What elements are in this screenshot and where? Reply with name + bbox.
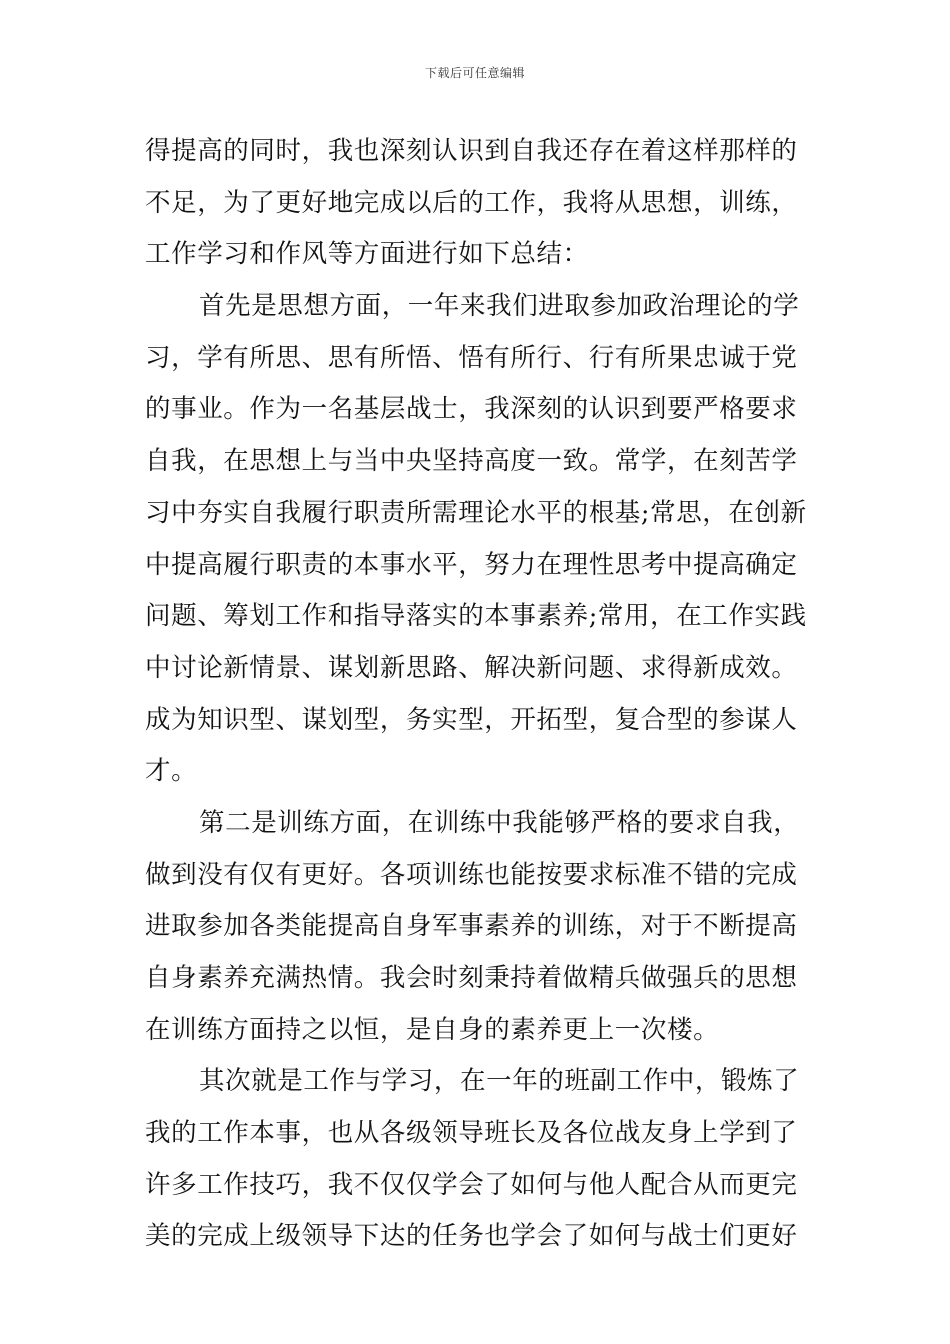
page-header-note: 下载后可任意编辑 [424,66,525,80]
document-body [145,126,810,1263]
text-line: 我的工作本事，也从各级领导班长及各位战友身上学到了 [145,1118,798,1149]
paragraph-first-line: 首先是思想方面，一年来我们进取参加政治理论的学 [199,291,800,322]
text-line: 才。 [145,756,198,787]
paragraph-first-line: 其次就是工作与学习，在一年的班副工作中，锻炼了 [199,1066,800,1097]
text-line: 工作学习和作风等方面进行如下总结： [145,239,589,270]
text-line: 得提高的同时，我也深刻认识到自我还存在着这样那样的 [145,136,798,166]
text-line: 问题、筹划工作和指导落实的本事素养;常用，在工作实践 [145,601,807,632]
text-line: 自身素养充满热情。我会时刻秉持着做精兵做强兵的思想 [145,963,798,993]
text-line: 在训练方面持之以恒，是自身的素养更上一次楼。 [145,1014,720,1045]
text-line: 的事业。作为一名基层战士，我深刻的认识到要严格要求 [145,394,798,425]
text-line: 做到没有仅有更好。各项训练也能按要求标准不错的完成 [145,859,798,890]
text-line: 不足，为了更好地完成以后的工作，我将从思想，训练， [145,187,798,218]
text-line: 进取参加各类能提高自身军事素养的训练，对于不断提高 [145,911,798,942]
text-line: 中提高履行职责的本事水平，努力在理性思考中提高确定 [145,549,798,580]
text-line: 习，学有所思、思有所悟、悟有所行、行有所果忠诚于党 [145,342,798,373]
text-line: 自我，在思想上与当中央坚持高度一致。常学，在刻苦学 [145,446,798,477]
text-line: 习中夯实自我履行职责所需理论水平的根基;常思，在创新 [145,497,807,528]
text-line: 美的完成上级领导下达的任务也学会了如何与战士们更好 [145,1221,798,1252]
text-line: 成为知识型、谋划型，务实型，开拓型，复合型的参谋人 [145,704,798,735]
text-line: 中讨论新情景、谋划新思路、解决新问题、求得新成效。 [145,652,798,683]
text-line: 许多工作技巧，我不仅仅学会了如何与他人配合从而更完 [145,1169,798,1200]
paragraph-first-line: 第二是训练方面，在训练中我能够严格的要求自我， [199,807,800,838]
